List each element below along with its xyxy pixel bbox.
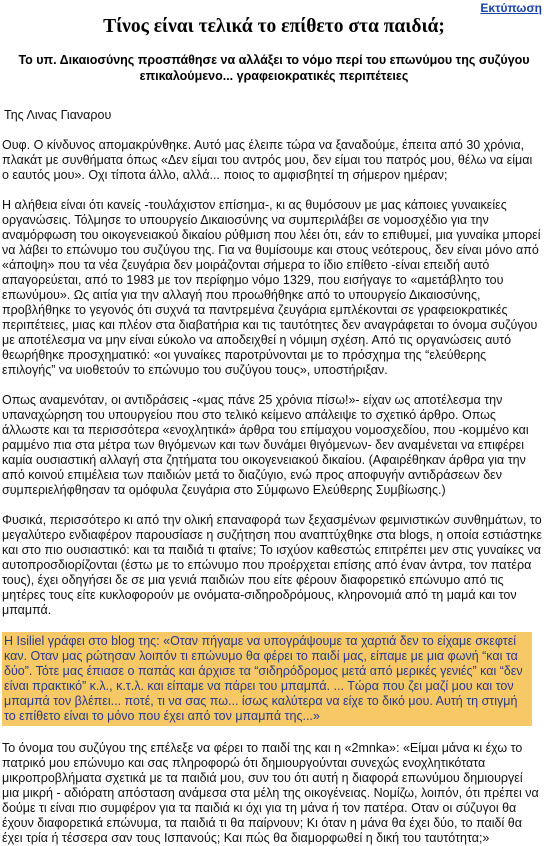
article-subtitle: Το υπ. Δικαιοσύνης προσπάθησε να αλλάξει το νόμο περί του επωνύμου της συζύγου επικαλούμενο... γραφειοκρατικές περιπέτειες — [18, 53, 530, 83]
article-paragraph: Ουφ. Ο κίνδυνος απομακρύνθηκε. Αυτό μας έλειπε τώρα να ξαναδούμε, έπειτα από 30 χρόνια, πλακάτ με συνθήματα όπως «Δεν είμαι του αντρός μου, δεν είμαι του πατρός μου, θέλω να είμαι ο εαυτός μου». Οχι τίποτα άλλο, αλλά... ποιος το αμφισβητεί τη σήμερον ημέραν; — [2, 138, 533, 182]
article-paragraph: Φυσικά, περισσότερο κι από την ολική επαναφορά των ξεχασμένων φεμινιστικών συνθημάτων, το μεγαλύτερο ενδιαφέρον παρουσίασε η συζήτηση που αναπτύχθηκε στα blogs, η οποία εστιάστηκε και στο πιο ουσιαστικό: και τα παιδιά τι φταίνε; Το ισχύον καθεστώς επιτρέπει μεν στις γυναίκες να αυτοπροσδιορίζονται (έστω με το επώνυμο που προέρχεται επίσης από έναν άντρα, τον πατέρα τους), έχει οδηγήσει δε σε μια γενιά παιδιών που είτε φέρουν διαφορετικό επώνυμο από τις μητέρες τους είτε κυκλοφορούν με ονόματα-σιδηροδρόμους, κληρονομιά από τη μαμά και τον μπαμπά. — [2, 513, 542, 617]
article-paragraph: Η αλήθεια είναι ότι κανείς -τουλάχιστον επίσημα-, κι ας θυμόσουν με μας κάποιες γυναικείες οργανώσεις. Τόλμησε το υπουργείο Δικαιοσύνης να συμπεριλάβει σε νομοσχέδιο για την αναμόρφωση του οικογενειακού δικαίου ρύθμιση που λέει ότι, εάν το επιθυμεί, μια γυναίκα μπορεί να λάβει το επώνυμο του συζύγου της. Για να θυμίσουμε και στους νεότερους, δεν είναι μόνο από «άποψη» που τα νέα ζευγάρια δεν μοιράζονται σήμερα το ίδιο επίθετο -είναι επειδή αυτό απαγορεύεται, από το 1983 με τον περίφημο νόμο 1329, που εισήγαγε το «αμετάβλητο του επωνύμου». Ως αιτία για την αλλαγή που προωθήθηκε από το υπουργείο Δικαιοσύνης, προβλήθηκε το γεγονός ότι συχνά τα παντρεμένα ζευγάρια εμπλέκονται σε γραφειοκρατικές περιπέτειες, μιας και πλέον στα διαβατήρια και τις ταυτότητες δεν αναγράφεται το όνομα συζύγου με αποτέλεσμα να μην είναι εύκολο να αποδειχθεί η νόμιμη σχέση. Από τις οργανώσεις αυτό θεωρήθηκε προσχηματικό: «οι γυναίκες παροτρύνονται με το πρόσχημα της “ελεύθερης επιλογής” να υιοθετούν το επώνυμο του συζύγου τους», υποστήριξαν. — [2, 198, 541, 377]
article-paragraph-closing: Το όνομα του συζύγου της επέλεξε να φέρει το παιδί της και η «2mnka»: «Είμαι μάνα κι έχω το πατρικό μου επώνυμο και σας πληροφορώ ότι δημιουργούνται συνεχώς ενοχλητικότατα μικροπροβλήματα σχετικά με τα παιδιά μου, συν του ότι αυτή η διαφορά επωνύμου δημιουργεί μια μικρή - αδιόρατη απόσταση ανάμεσα στα μέλη της οικογένειας. Νομίζω, λοιπόν, ότι πρέπει να δούμε τι είναι πιο συμφέρον για τα παιδιά κι όχι για τη μάνα ή τον πατέρα. Οταν οι σύζυγοι θα έχουν διαφορετικά επώνυμα, τα παιδιά τι θα παίρνουν; Κι όταν η μάνα θα έχει δύο, το παιδί θα έχει τρία ή τέσσερα σαν τους Ισπανούς; Και πώς θα διαμορφωθεί η δική του ταυτότητα;» — [2, 741, 539, 845]
blog-quote-text: Η Isiliel γράφει στο blog της: «Οταν πήγαμε να υπογράψουμε τα χαρτιά δεν το είχαμε σκεφτεί καν. Οταν μας ρώτησαν λοιπόν τι επώνυμο θα φέρει το παιδί μας, είπαμε με μια φωνή “και τα δύο”. Τότε μας έπιασε ο παπάς και άρχισε τα “σιδηρόδρομος μετά από μερικές γενιές” και “δεν είναι πρακτικό” κ.λ., κ.τ.λ. και είπαμε να πάρει του μπαμπά. ... Τώρα που ζει μαζί μου και τον μπαμπά τον βλέπει... ποτέ, τι να σας πω... ίσως καλύτερα να είχε το δικό μου. Αυτή τη στιγμή το επίθετο είναι το μόνο που έχει από τον μπαμπά της...» — [4, 634, 523, 723]
blog-quote-box — [2, 632, 532, 726]
article-title: Τίνος είναι τελικά το επίθετο στα παιδιά; — [103, 16, 445, 37]
article-byline: Της Λινας Γιαναρου — [4, 108, 112, 122]
article-body — [0, 108, 548, 846]
article-paragraph: Οπως αναμενόταν, οι αντιδράσεις -«μας πάνε 25 χρόνια πίσω!»- είχαν ως αποτέλεσμα την υπαναχώρηση του υπουργείου που στο τελικό κείμενο απάλειψε το σχετικό άρθρο. Οπως άλλωστε και τα περισσότερα «ενοχλητικά» άρθρα του επίμαχου νομοσχεδίου, που -κομμένο και ραμμένο πια στα μέτρα των θιγόμενων και των δυνάμει θιγόμενων- δεν αναμένεται να επιφέρει καμία ουσιαστική αλλαγή στα ζητήματα του οικογενειακού δικαίου. (Αφαιρέθηκαν άρθρα για την από κοινού επιμέλεια των παιδιών μετά το διαζύγιο, ενώ προς αποφυγήν αντιδράσεων δεν συμπεριελήφθησαν τα ομόφυλα ζευγάρια στο Σύμφωνο Ελεύθερης Συμβίωσης.) — [2, 393, 529, 497]
print-link[interactable]: Εκτύπωση — [480, 1, 542, 15]
